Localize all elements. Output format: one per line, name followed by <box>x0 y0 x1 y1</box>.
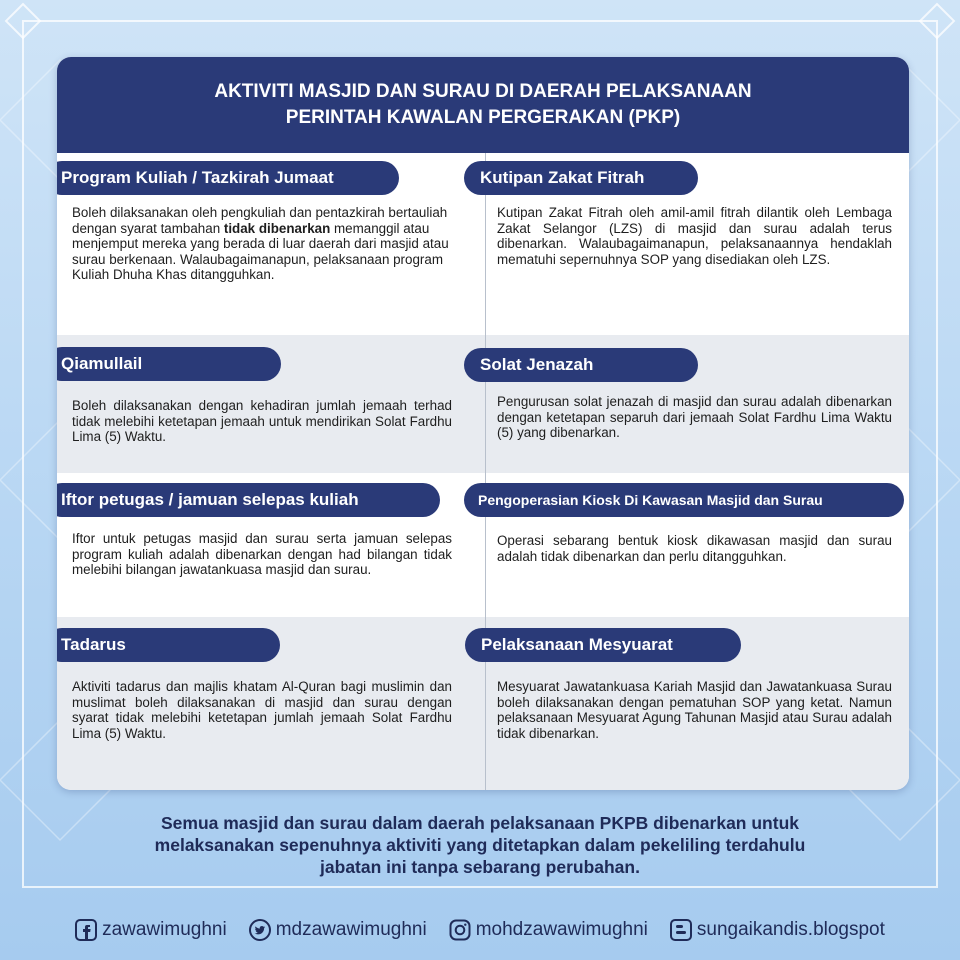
section-title-jenazah: Solat Jenazah <box>464 348 698 382</box>
section-title-qiamullail: Qiamullail <box>57 347 281 381</box>
footer-line-3: jabatan ini tanpa sebarang perubahan. <box>320 857 640 877</box>
section-title-tadarus: Tadarus <box>57 628 280 662</box>
instagram-handle: mohdzawawimughni <box>475 919 648 940</box>
section-text-zakat: Kutipan Zakat Fitrah oleh amil-amil fitrah dilantik oleh Lembaga Zakat Selangor (LZS) di masjid dan surau adalah terus dibenarkan. Walaubagaimanapun, pelaksanaannya hendaklah mematuhi sepernuhnya SOP yang disediakan oleh LZS. <box>497 205 892 267</box>
section-title-zakat: Kutipan Zakat Fitrah <box>464 161 698 195</box>
section-title-kuliah: Program Kuliah / Tazkirah Jumaat <box>57 161 399 195</box>
section-text-qiamullail: Boleh dilaksanakan dengan kehadiran jumlah jemaah terhad tidak melebihi ketetapan jemaah untuk mendirikan Solat Fardhu Lima (5) Waktu. <box>72 398 452 444</box>
section-text-tadarus: Aktiviti tadarus dan majlis khatam Al-Quran bagi muslimin dan muslimat boleh dilaksanakan di masjid dan surau dengan syarat tidak melebihi ketetapan jumlah jemaah Solat Fardhu Lima (5) Waktu. <box>72 679 452 741</box>
twitter-icon <box>249 919 271 941</box>
footer-line-1: Semua masjid dan surau dalam daerah pelaksanaan PKPB dibenarkan untuk <box>161 813 799 833</box>
page-title <box>57 57 909 153</box>
title-line-1: AKTIVITI MASJID DAN SURAU DI DAERAH PELAKSANAAN <box>214 81 752 102</box>
info-card <box>57 57 909 790</box>
section-text-jenazah: Pengurusan solat jenazah di masjid dan surau adalah dibenarkan dengan ketetapan separuh dari jemaah Solat Fardhu Lima Waktu (5) yang dibenarkan. <box>497 394 892 440</box>
section-title-iftor: Iftor petugas / jamuan selepas kuliah <box>57 483 440 517</box>
twitter-handle: mdzawawimughni <box>275 919 427 940</box>
footer-line-2: melaksanakan sepenuhnya aktiviti yang ditetapkan dalam pekeliling terdahulu <box>154 835 806 855</box>
instagram-link[interactable] <box>449 919 648 941</box>
section-text-kiosk: Operasi sebarang bentuk kiosk dikawasan masjid dan surau adalah tidak dibenarkan dan perlu ditangguhkan. <box>497 533 892 564</box>
blogger-link[interactable] <box>670 919 885 941</box>
social-bar <box>0 900 960 960</box>
section-text-mesyuarat: Mesyuarat Jawatankuasa Kariah Masjid dan Jawatankuasa Surau boleh dilaksanakan dengan pematuhan SOP yang ketat. Namun pelaksanaan Mesyuarat Agung Tahunan Masjid atau Surau adalah tidak dibenarkan. <box>497 679 892 741</box>
twitter-link[interactable] <box>249 919 427 941</box>
section-text-kuliah: Boleh dilaksanakan oleh pengkuliah dan pentazkirah bertauliah dengan syarat tambahan tidak dibenarkan memanggil atau menjemput mereka yang berada di luar daerah dari masjid atau surau berkenaan. Walaubagaimanapun, pelaksanaan program Kuliah Dhuha Khas ditangguhkan. <box>72 205 449 282</box>
facebook-link[interactable] <box>75 919 227 941</box>
instagram-icon <box>449 919 471 941</box>
blogger-handle: sungaikandis.blogspot <box>696 919 885 940</box>
title-line-2: PERINTAH KAWALAN PERGERAKAN (PKP) <box>285 107 681 128</box>
section-title-mesyuarat: Pelaksanaan Mesyuarat <box>465 628 741 662</box>
column-divider <box>485 153 486 790</box>
section-title-kiosk: Pengoperasian Kiosk Di Kawasan Masjid dan Surau <box>464 483 904 517</box>
facebook-handle: zawawimughni <box>102 919 227 940</box>
facebook-icon <box>75 919 97 941</box>
footer-note <box>60 812 900 878</box>
section-text-iftor: Iftor untuk petugas masjid dan surau serta jamuan selepas program kuliah adalah dibenarkan dengan had bilangan tidak melebihi bilangan jawatankuasa masjid dan surau. <box>72 531 452 577</box>
blogger-icon <box>670 919 692 941</box>
